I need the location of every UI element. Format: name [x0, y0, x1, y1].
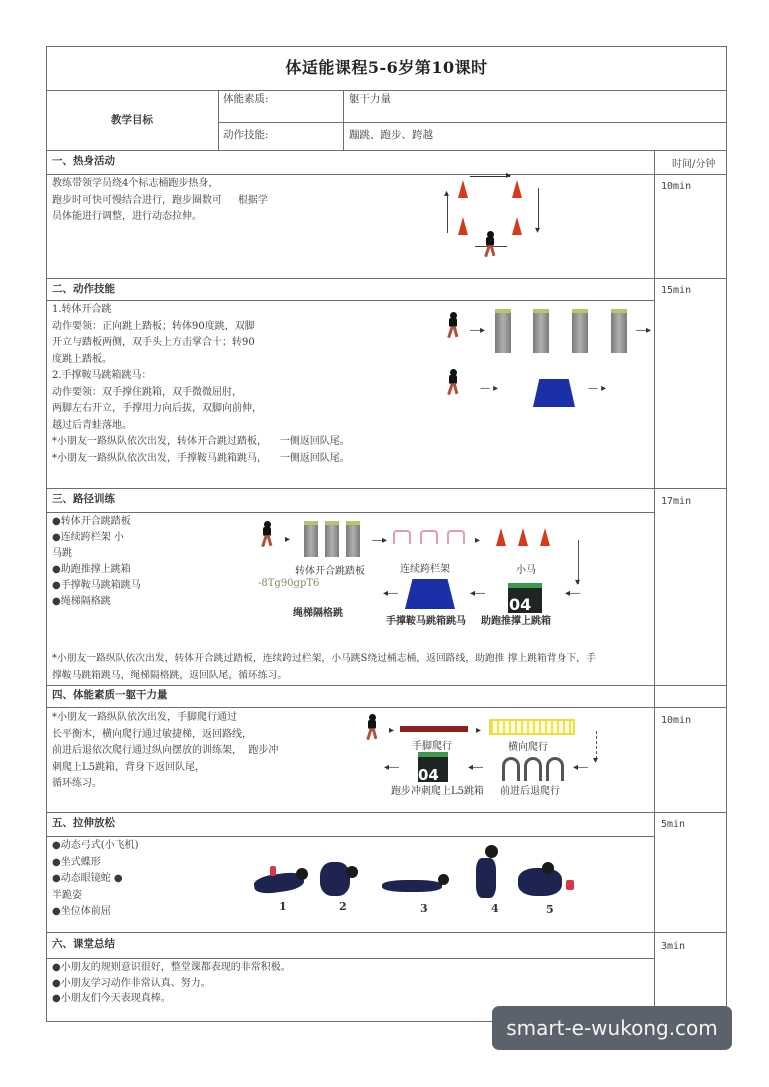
label-hurdles: 连续跨栏架	[400, 564, 450, 575]
label-box: 助跑推撑上跳箱	[481, 616, 551, 627]
divider	[46, 512, 654, 513]
label-boards: 转体开合跳踏板	[295, 566, 365, 577]
divider	[46, 300, 654, 301]
runner-icon	[366, 714, 378, 740]
divider	[343, 90, 344, 150]
divider	[46, 174, 727, 175]
divider	[46, 150, 727, 151]
runner-icon	[484, 231, 496, 257]
objective-key-skill: 动作技能:	[223, 129, 269, 141]
label-arches: 前进后退爬行	[500, 786, 560, 797]
section-3-note: *小朋友一路纵队依次出发，转体开合跳过踏板，连续跨过栏架，小马跳S绕过桶志桶，返回路线，助跑推 撑上跳箱背身下，手 撑鞍马跳箱跳马，绳梯隔格跳，返回队尾，循环练习。	[52, 653, 596, 681]
divider	[46, 836, 654, 837]
pose-number: 2	[339, 900, 347, 913]
watermark-badge: smart-e-wukong.com	[492, 1006, 732, 1050]
time-header: 时间/分钟	[672, 159, 716, 170]
pose-number: 1	[279, 900, 287, 913]
section-5-time: 5min	[661, 819, 686, 830]
label-vault: 手撑鞍马跳箱跳马	[386, 616, 466, 627]
divider	[46, 932, 727, 933]
label-cones: 小马	[516, 565, 536, 576]
diagram-code-text: -8Tg90gpT6	[258, 578, 320, 589]
section-6-heading: 六、课堂总结	[52, 938, 115, 950]
pose-number: 4	[491, 902, 499, 915]
jump-box: 04	[508, 583, 542, 613]
pose-number: 3	[420, 902, 428, 915]
section-3-time: 17min	[661, 496, 692, 507]
objective-key-physical: 体能素质:	[223, 93, 269, 105]
divider	[46, 707, 727, 708]
agility-ladder	[489, 719, 575, 735]
section-2-text: 1.转体开合跳 动作要领：正向跳上踏板；转体90度跳，双脚 开立与踏板两侧，双手头上方击掌合十；转90 度跳上踏板。 2.手撑鞍马跳箱跳马： 动作要领：双手撑住跳箱，双手微微屈肘， 两脚左右开立，手撑用力向后拔，双脚向前伸， 越过后青蛙落地。 *小朋友一路纵队依次出发，转体开合跳过踏板， 一侧返回队尾。 *小朋友一路纵队依次出发，手撑鞍马跳箱跳马， 一侧返回队尾。	[52, 304, 350, 464]
label-sprint-box: 跑步冲刺爬上L5跳箱	[391, 786, 485, 797]
section-1-time: 10min	[661, 181, 692, 192]
divider	[46, 812, 727, 813]
label-ladder: 绳梯隔格跳	[293, 608, 343, 619]
balance-beam	[400, 726, 468, 732]
runner-icon	[447, 312, 459, 338]
section-6-time: 3min	[661, 941, 686, 952]
section-1-text: 教练带领学员绕4个标志桶跑步热身， 跑步时可快可慢结合进行，跑步圈数可 根据学 员体能进行调整，进行动态拉伸。	[52, 178, 268, 222]
jump-box: 04	[418, 752, 448, 782]
runner-icon	[261, 521, 273, 547]
divider	[46, 488, 727, 489]
pose-number: 5	[546, 903, 554, 916]
divider	[218, 90, 219, 150]
label-crawl-ladder: 横向爬行	[508, 742, 548, 753]
time-column-divider	[654, 150, 655, 1022]
section-2-time: 15min	[661, 285, 692, 296]
section-5-heading: 五、拉伸放松	[52, 817, 115, 829]
section-6-bullets: ●小朋友的规则意识很好，整堂课都表现的非常积极。 ●小朋友学习动作非常认真、努力。 ●小朋友们今天表现真棒。	[52, 962, 291, 1004]
document-title: 体适能课程5-6岁第10课时	[285, 58, 488, 77]
section-4-text: *小朋友一路纵队依次出发，手脚爬行通过 长平衡木，横向爬行通过敏捷梯，返回路线， 前进后退依次爬行通过纵向摆放的训练架， 跑步冲 刺爬上L5跳箱，背身下返回队尾， 循环练习。	[52, 712, 279, 789]
objective-value-physical: 躯干力量	[349, 93, 391, 105]
divider	[46, 278, 727, 279]
divider	[218, 122, 727, 123]
divider	[46, 958, 654, 959]
section-3-heading: 三、路径训练	[52, 493, 115, 505]
section-3-bullets: ●转体开合跳踏板 ●连续跨栏架 小 马跳 ●助跑推撑上跳箱 ●手撑鞍马跳箱跳马 ●绳梯隔格跳	[52, 516, 141, 607]
section-2-heading: 二、动作技能	[52, 283, 115, 295]
section-1-heading: 一、热身活动	[52, 155, 115, 167]
section-4-time: 10min	[661, 715, 692, 726]
label-beam: 手脚爬行	[412, 741, 452, 752]
divider	[46, 685, 727, 686]
section-5-bullets: ●动态弓式(小飞机) ●坐式蝶形 ●动态眼镜蛇 ● 半跪姿 ●坐位体前屈	[52, 840, 139, 917]
objectives-label: 教学目标	[111, 114, 153, 126]
runner-icon	[447, 369, 459, 395]
section-4-heading: 四、体能素质一躯干力量	[52, 689, 168, 701]
objective-value-skill: 蹦跳、跑步、跨越	[349, 129, 433, 141]
